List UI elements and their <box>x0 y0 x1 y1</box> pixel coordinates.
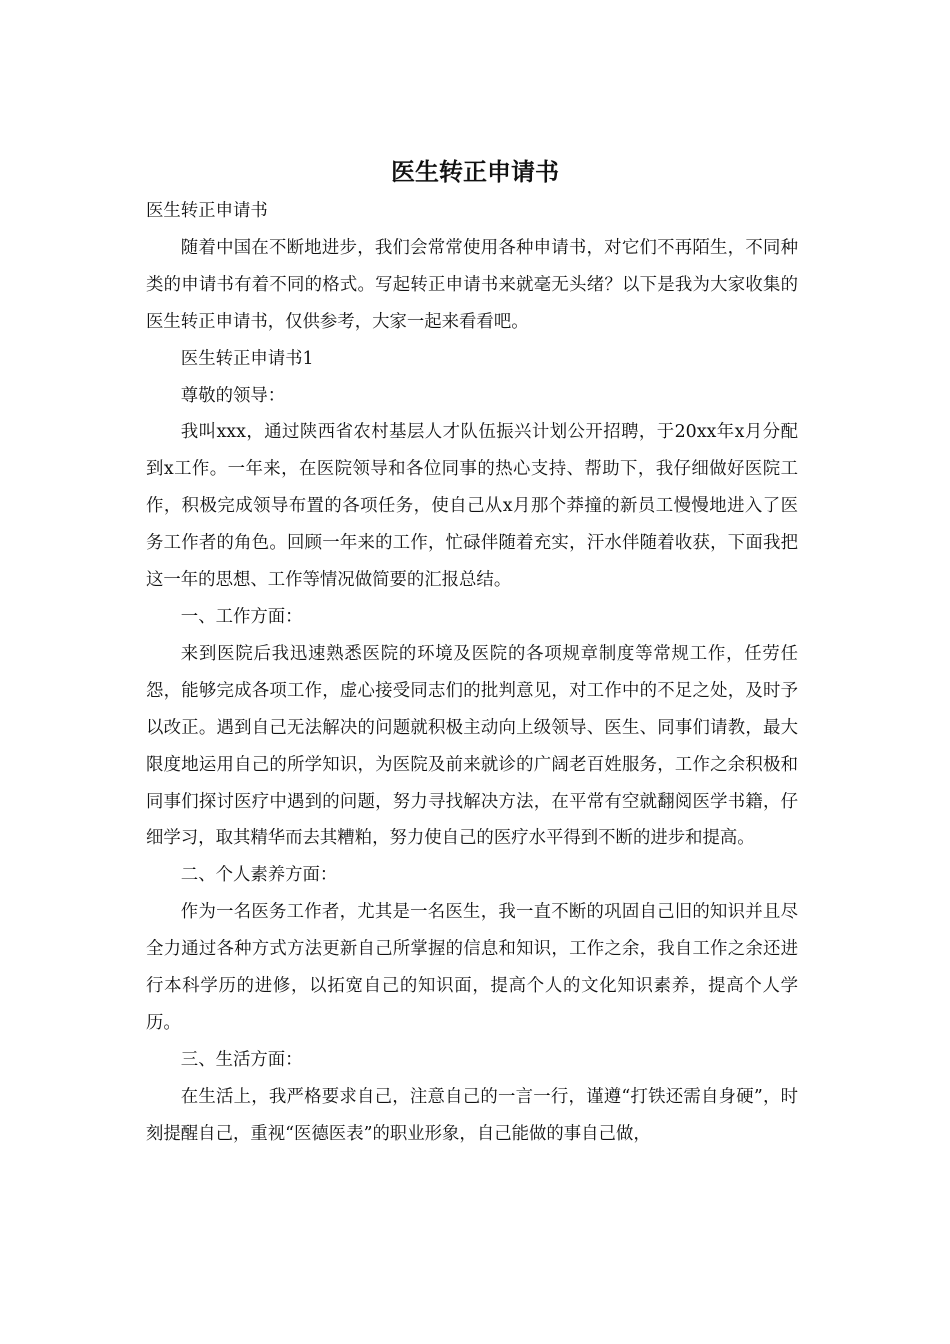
body-paragraph: 来到医院后我迅速熟悉医院的环境及医院的各项规章制度等常规工作，任劳任怨，能够完成各项工作，虚心接受同志们的批判意见，对工作中的不足之处，及时予以改正。遇到自己无法解决的问题就积极主动向上级领导、医生、同事们请教，最大限度地运用自己的所学知识，为医院及前来就诊的广阔老百姓服务，工作之余积极和同事们探讨医疗中遇到的问题，努力寻找解决方法，在平常有空就翻阅医学书籍，仔细学习，取其精华而去其糟粕，努力使自己的医疗水平得到不断的进步和提高。 <box>146 643 798 849</box>
body-paragraph: 在生活上，我严格要求自己，注意自己的一言一行，谨遵“打铁还需自身硬”，时刻提醒自己，重视“医德医表”的职业形象，自己能做的事自己做， <box>146 1086 798 1144</box>
subtitle-line: 医生转正申请书 <box>146 201 268 221</box>
section-heading: 三、生活方面： <box>180 1049 303 1070</box>
section-heading: 医生转正申请书1 <box>180 348 314 369</box>
document-title: 医生转正申请书 <box>391 158 559 186</box>
salutation: 尊敬的领导： <box>180 385 286 406</box>
section-heading: 一、工作方面： <box>180 606 303 627</box>
section-heading: 二、个人素养方面： <box>180 865 338 886</box>
document-body <box>146 193 798 1153</box>
intro-paragraph: 随着中国在不断地进步，我们会常常使用各种申请书，对它们不再陌生，不同种类的申请书有着不同的格式。写起转正申请书来就毫无头绪？以下是我为大家收集的医生转正申请书，仅供参考，大家一起来看看吧。 <box>146 237 798 332</box>
body-paragraph: 作为一名医务工作者，尤其是一名医生，我一直不断的巩固自己旧的知识并且尽全力通过各种方式方法更新自己所掌握的信息和知识，工作之余，我自工作之余还进行本科学历的进修，以拓宽自己的知识面，提高个人的文化知识素养，提高个人学历。 <box>146 902 798 1033</box>
body-paragraph: 我叫xxx，通过陕西省农村基层人才队伍振兴计划公开招聘，于20xx年x月分配到x工作。一年来，在医院领导和各位同事的热心支持、帮助下，我仔细做好医院工作，积极完成领导布置的各项任务，使自己从x月那个莽撞的新员工慢慢地进入了医务工作者的角色。回顾一年来的工作，忙碌伴随着充实，汗水伴随着收获，下面我把这一年的思想、工作等情况做简要的汇报总结。 <box>146 422 798 591</box>
